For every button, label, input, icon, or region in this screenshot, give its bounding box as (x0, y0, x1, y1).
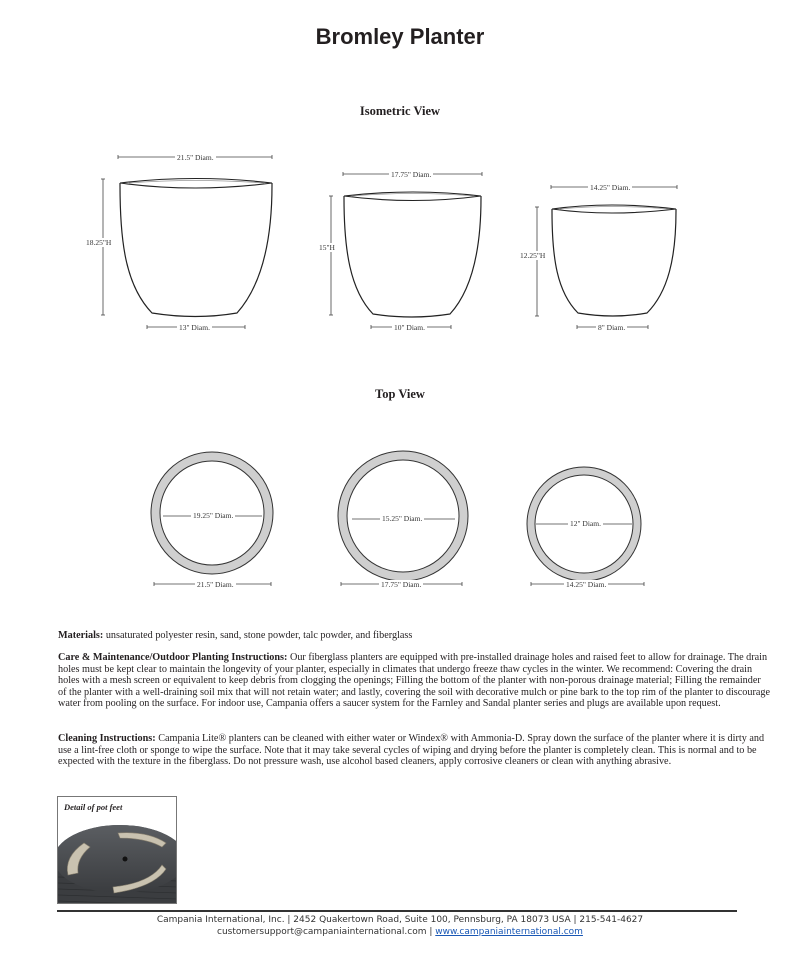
dim-inner-diam-small: 12" Diam. (570, 519, 601, 528)
isometric-planter-medium (329, 172, 482, 329)
pot-feet-detail-image (57, 796, 177, 904)
dim-inner-diam-large: 19.25" Diam. (193, 511, 234, 520)
dim-top-diam-medium: 17.75" Diam. (391, 170, 432, 179)
dim-bottom-diam-small: 8" Diam. (598, 323, 626, 332)
care-label: Care & Maintenance/Outdoor Planting Instructions: (58, 652, 288, 663)
dim-height-small: 12.25"H (520, 251, 546, 260)
materials-paragraph (58, 630, 770, 642)
footer-separator: | (426, 927, 436, 937)
care-text: Our fiberglass planters are equipped with pre-installed drainage holes and raised feet to allow for drainage. The drain holes must be kept clear to maintain the longevity of your planter, especially in climates that undergo freeze thaw cycles in the winter. We recommend: Covering the drain holes with a mesh screen or equivalent to keep debris from clogging the openings; Filling the bottom of the planter with non-porous drainage material; Filling the remainder of the planter with a well-draining soil mix that will not retain water; and lastly, covering the soil with decorative mulch or pine bark to the top rim of the planter to discourage water from pooling on the surface. For indoor use, Campania offers a saucer system for the Farnley and Sandal planter series and plugs are available upon request. (58, 652, 770, 710)
footer-email[interactable]: customersupport@campaniainternational.com (217, 927, 427, 937)
dim-inner-diam-medium: 15.25" Diam. (382, 514, 423, 523)
cleaning-text: Campania Lite® planters can be cleaned with either water or Windex® with Ammonia-D. Spray down the surface of the planter where it is dirty and use a lint-free cloth or sponge to wipe the surface. Note that it may take several cycles of wiping and drying before the planter is completely clean. This is normal and to be expected with the texture in the fiberglass. Do not pressure wash, use alcohol based cleaners, apply corrosive cleaners or clean with anything abrasive. (58, 733, 765, 768)
pot-feet-photo (58, 797, 177, 904)
materials-label: Materials: (58, 630, 104, 641)
detail-label: Detail of pot feet (64, 802, 123, 812)
dim-outer-diam-small: 14.25" Diam. (566, 580, 607, 589)
dim-outer-diam-large: 21.5" Diam. (197, 580, 234, 589)
dim-bottom-diam-medium: 10" Diam. (394, 323, 425, 332)
footer-divider (57, 910, 737, 912)
footer-address: Campania International, Inc. | 2452 Quakertown Road, Suite 100, Pennsburg, PA 18073 USA | 215-541-4627 (156, 915, 644, 925)
cleaning-paragraph (58, 733, 770, 768)
isometric-view-heading: Isometric View (359, 104, 441, 118)
footer-contact (0, 926, 800, 938)
cleaning-label: Cleaning Instructions: (58, 733, 156, 744)
dim-height-medium: 15"H (319, 243, 335, 252)
materials-text: unsaturated polyester resin, sand, stone powder, talc powder, and fiberglass (103, 630, 413, 641)
footer-website-link[interactable]: www.campaniainternational.com (435, 927, 583, 937)
isometric-planter-small (535, 185, 677, 329)
dim-top-diam-small: 14.25" Diam. (590, 183, 631, 192)
dim-bottom-diam-large: 13" Diam. (179, 323, 210, 332)
page-title: Bromley Planter (315, 24, 485, 49)
dim-height-large: 18.25"H (86, 238, 112, 247)
care-paragraph (58, 652, 770, 710)
dim-top-diam-large: 21.5" Diam. (177, 153, 214, 162)
top-view-heading: Top View (375, 387, 425, 401)
dim-outer-diam-medium: 17.75" Diam. (381, 580, 422, 589)
isometric-planter-large (101, 155, 272, 329)
